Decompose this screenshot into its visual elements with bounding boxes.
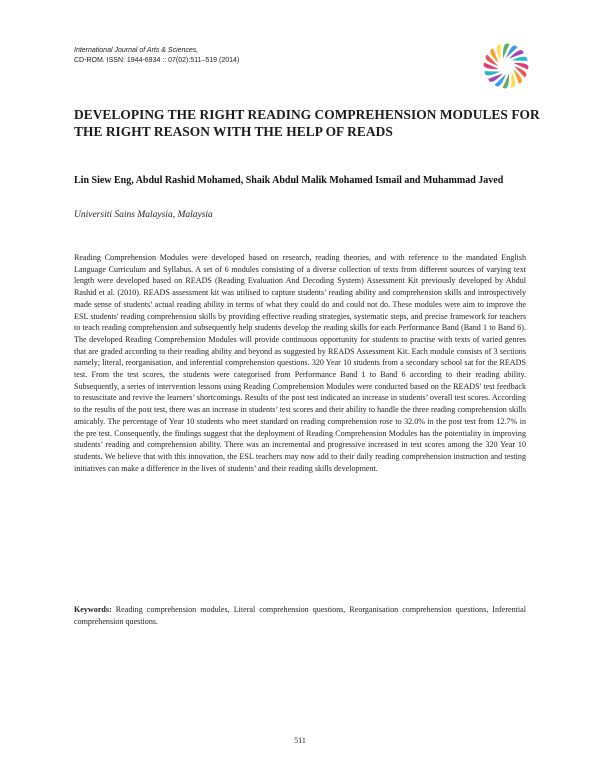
logo-petal — [485, 71, 501, 75]
journal-logo-icon — [478, 38, 534, 94]
logo-petal — [497, 45, 501, 61]
logo-petal — [512, 57, 528, 61]
keywords-text: Reading comprehension modules, Literal comprehension questions, Reorganisation comprehension questions, Inferential comprehension questions. — [74, 605, 526, 626]
journal-name: International Journal of Arts & Sciences, — [74, 47, 199, 54]
logo-petal — [513, 63, 528, 70]
journal-header — [74, 46, 434, 66]
paper-authors: Lin Siew Eng, Abdul Rashid Mohamed, Shaik Abdul Malik Mohamed Ismail and Muhammad Javed — [74, 175, 504, 186]
logo-petal — [484, 63, 499, 70]
journal-issn: CD-ROM. ISSN: 1944-6934 :: 07(02):511–519 (2014) — [74, 57, 240, 64]
logo-petal — [503, 44, 510, 59]
paper-title: DEVELOPING THE RIGHT READING COMPREHENSION MODULES FOR THE RIGHT REASON WITH THE HELP OF READS — [74, 107, 540, 139]
logo-petal — [503, 73, 510, 88]
logo-center — [500, 60, 512, 72]
paper-affiliation: Universiti Sains Malaysia, Malaysia — [74, 210, 213, 220]
page-number: 511 — [294, 736, 306, 745]
keywords-label: Keywords: — [74, 605, 112, 614]
logo-petal — [511, 72, 515, 88]
paper-keywords — [74, 604, 526, 627]
paper-abstract: Reading Comprehension Modules were developed based on research, reading theories, and with reference to the mandated English Language Curriculum and Syllabus. A set of 6 modules consisting of a diverse collection of texts from different sources of varying text length were developed based on READS (Reading Evaluation And Decoding System) Assessment Kit previously developed by Abdul Rashid et al. (2010). READS assessment kit was utilised to capture students’ reading ability and comprehension skills and introspectively made sense of students’ actual reading ability in terms of what they could do and could not do. These modules were aim to improve the ESL students' reading comprehension skills by providing effective reading strategies, systematic steps, and precise framework for teachers to teach reading comprehension and subsequently help students develop the reading skills for each Performance Band (Band 1 to Band 6). The developed Reading Comprehension Modules will provide continuous opportunity for students to practise with texts of varied genres that are graded according to their reading ability and beyond as suggested by READS Assessment Kit. Each module consists of 3 sections namely; literal, reorganisation, and inferential comprehension questions. 320 Year 10 students from a secondary school sat for the READS test. From the test scores, the students were categorised from Performance Band 1 to Band 6 according to their reading ability. Subsequently, a series of intervention lessons using Reading Comprehension Modules were conducted based on the READS' test feedback to resuscitate and revive the learners’ shortcomings. Results of the post test indicated an increase in students’ overall test scores. According to the results of the post test, there was an increase in students’ test scores and their ability to handle the three reading comprehension skills amicably. The percentage of Year 10 students who meet standard on reading comprehension rose to 32.0% in the post test from 12.7% in the pre test. Consequently, the findings suggest that the deployment of Reading Comprehension Modules has the potentiality in improving students’ reading and comprehension ability. There was an incremental and progressive increased in test scores among the 320 Year 10 students. We believe that with this innovation, the ESL teachers may now add to their daily reading comprehension instruction and testing initiatives can make a difference in the lives of students’ and their reading skills development. — [74, 253, 526, 473]
journal-logo — [478, 38, 534, 94]
